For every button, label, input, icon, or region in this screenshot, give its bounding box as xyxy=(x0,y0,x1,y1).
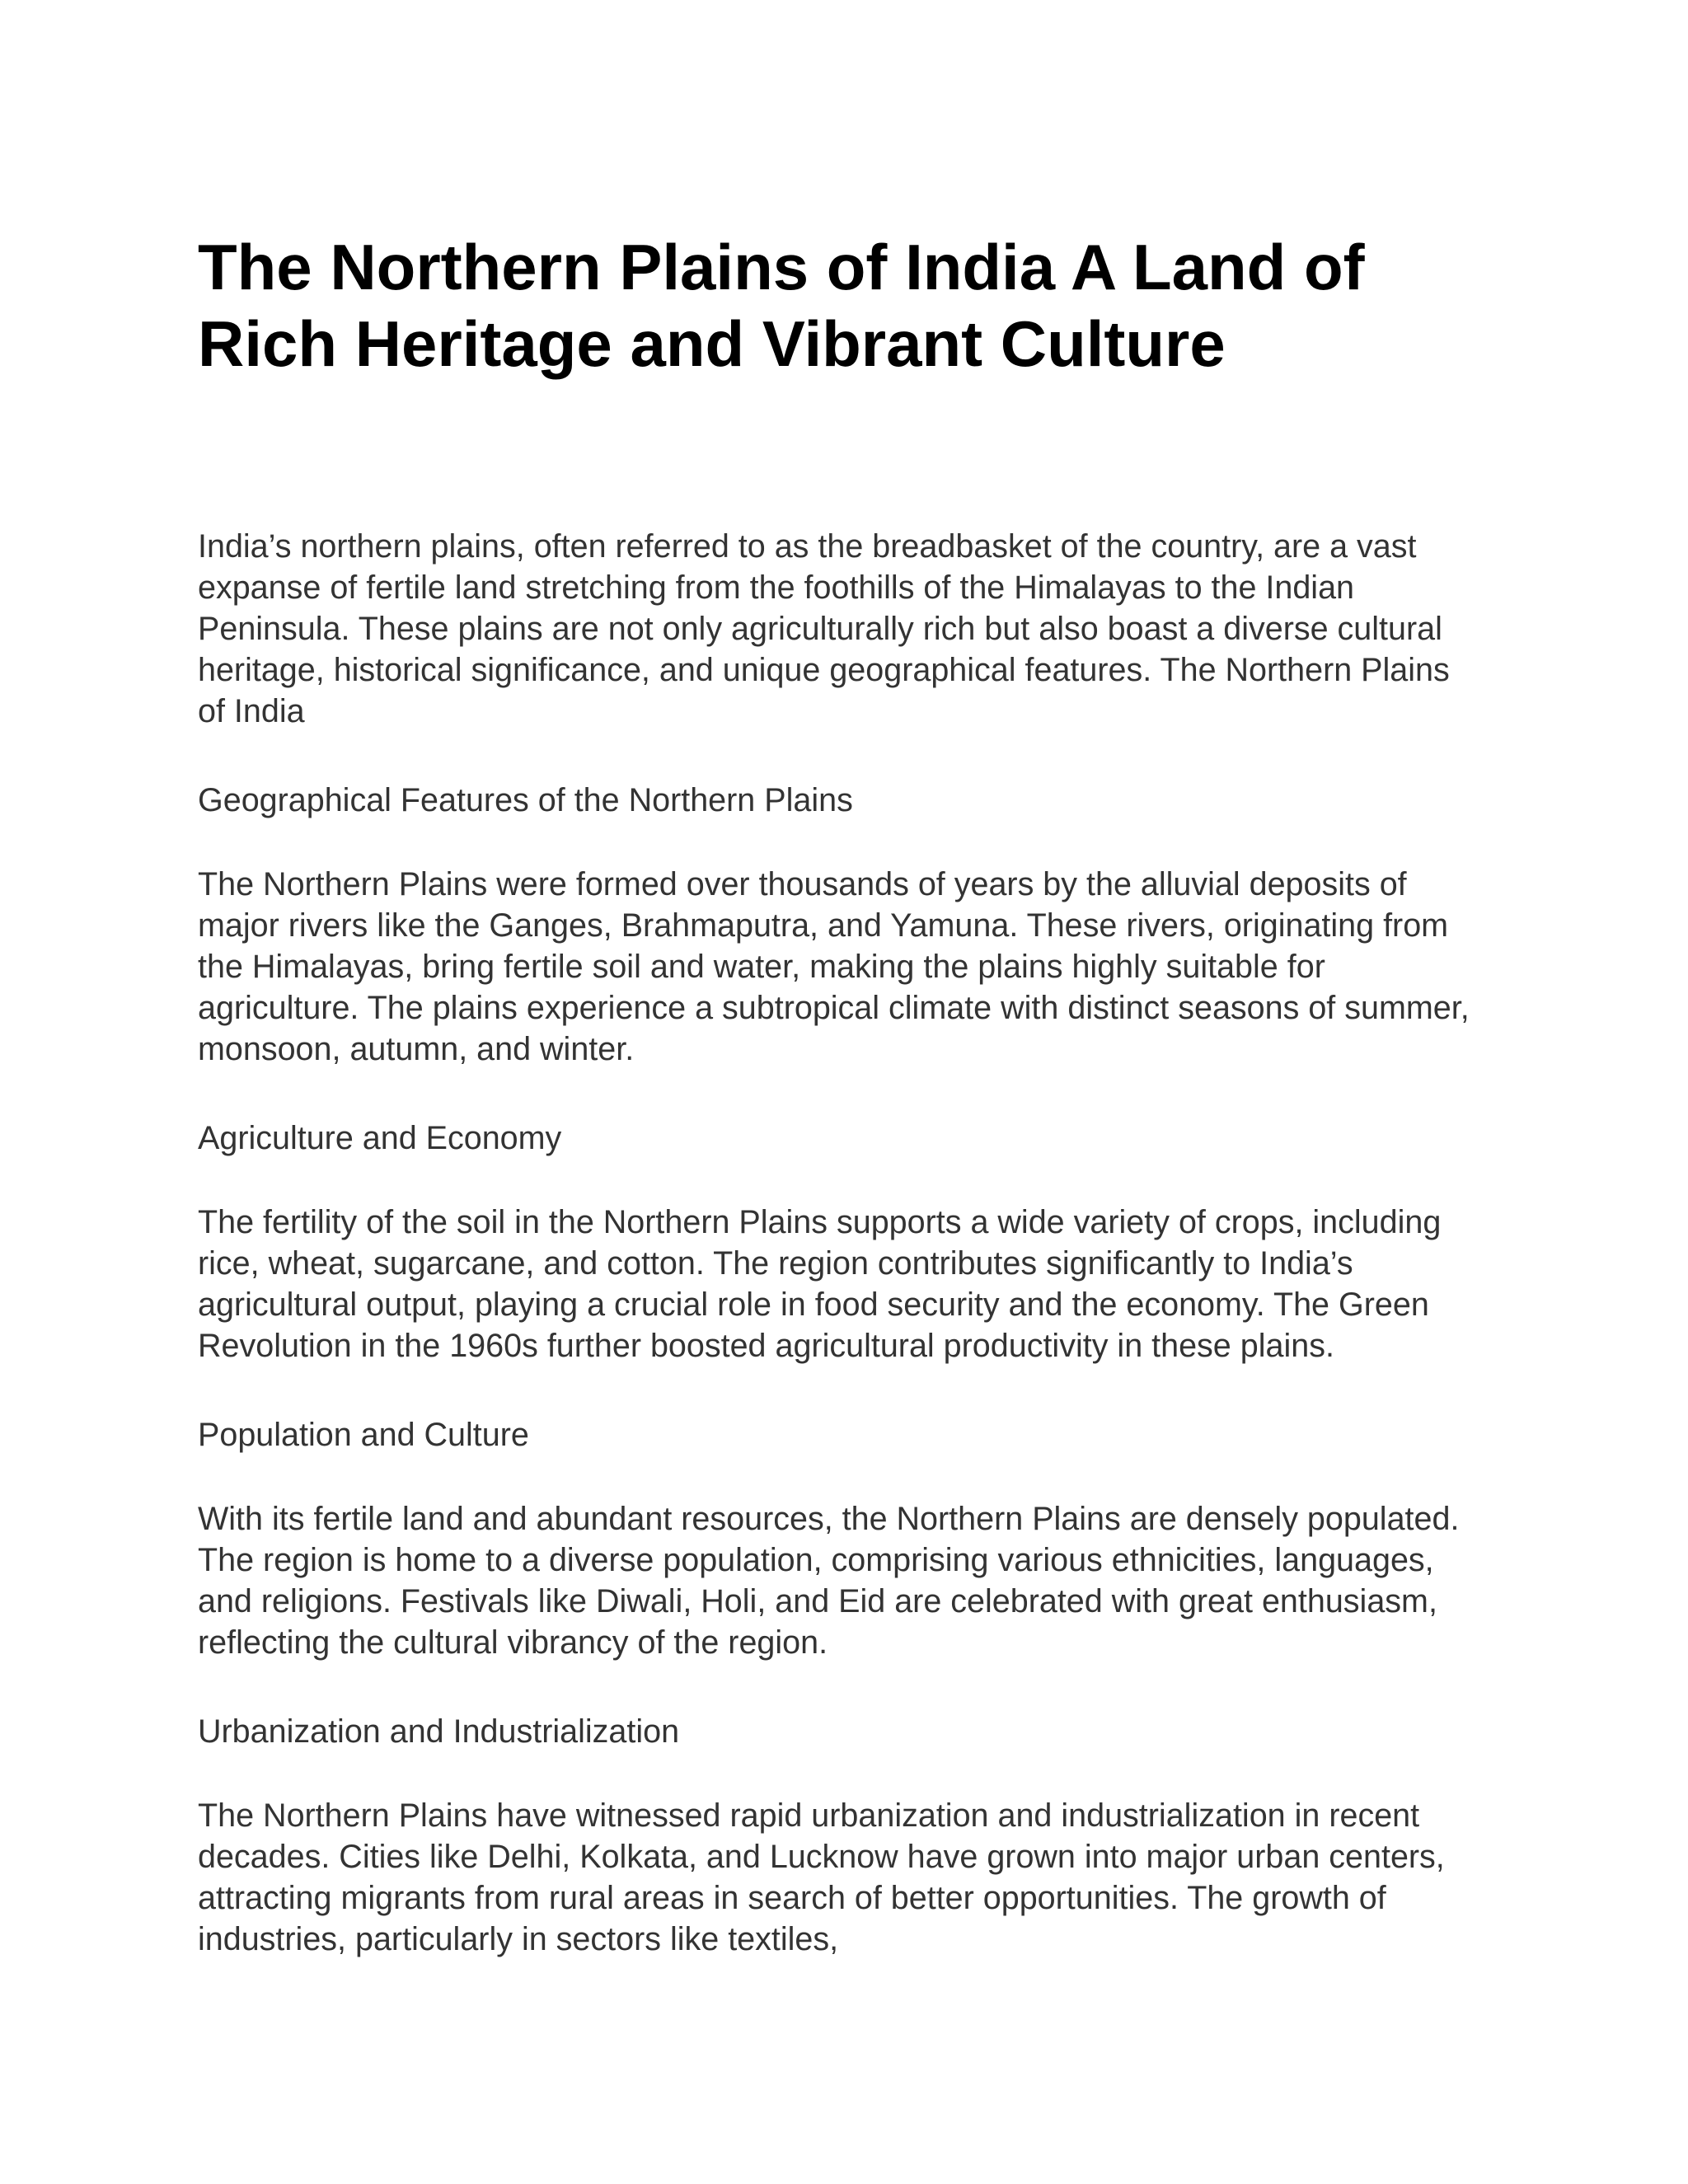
section-heading-geography: Geographical Features of the Northern Plains xyxy=(198,782,853,818)
section-heading-urbanization: Urbanization and Industrialization xyxy=(198,1713,680,1750)
section-body-geography: The Northern Plains were formed over thousands of years by the alluvial deposits of major rivers like the Ganges, Brahmaputra, and Yamuna. These rivers, originating from the Himalayas, bring fertile soil and water, making the plains highly suitable for agriculture. The plains experience a subtropical climate with distinct seasons of summer, monsoon, autumn, and winter. xyxy=(198,866,1470,1067)
section-body-population: With its fertile land and abundant resources, the Northern Plains are densely populated. The region is home to a diverse population, comprising various ethnicities, languages, and religions. Festivals like Diwali, Holi, and Eid are celebrated with great enthusiasm, reflecting the cultural vibrancy of the region. xyxy=(198,1501,1460,1661)
section-heading-population: Population and Culture xyxy=(198,1417,529,1453)
section-body-agriculture: The fertility of the soil in the Northern Plains supports a wide variety of crops, including rice, wheat, sugarcane, and cotton. The region contributes significantly to India’s agricultural output, playing a crucial role in food security and the economy. The Green Revolution in the 1960s further boosted agricultural productivity in these plains. xyxy=(198,1204,1442,1364)
section-body-urbanization: The Northern Plains have witnessed rapid urbanization and industrialization in recent decades. Cities like Delhi, Kolkata, and Lucknow have grown into major urban centers, attracting migrants from rural areas in search of better opportunities. The growth of industries, particularly in sectors like textiles, xyxy=(198,1797,1445,1957)
document-title: The Northern Plains of India A Land of Rich Heritage and Vibrant Culture xyxy=(198,231,1365,380)
document-content xyxy=(198,229,1484,1960)
intro-paragraph: India’s northern plains, often referred to as the breadbasket of the country, are a vast expanse of fertile land stretching from the foothills of the Himalayas to the Indian Peninsula. These plains are not only agriculturally rich but also boast a diverse cultural heritage, historical significance, and unique geographical features. The Northern Plains of India xyxy=(198,528,1450,729)
section-heading-agriculture: Agriculture and Economy xyxy=(198,1120,562,1156)
